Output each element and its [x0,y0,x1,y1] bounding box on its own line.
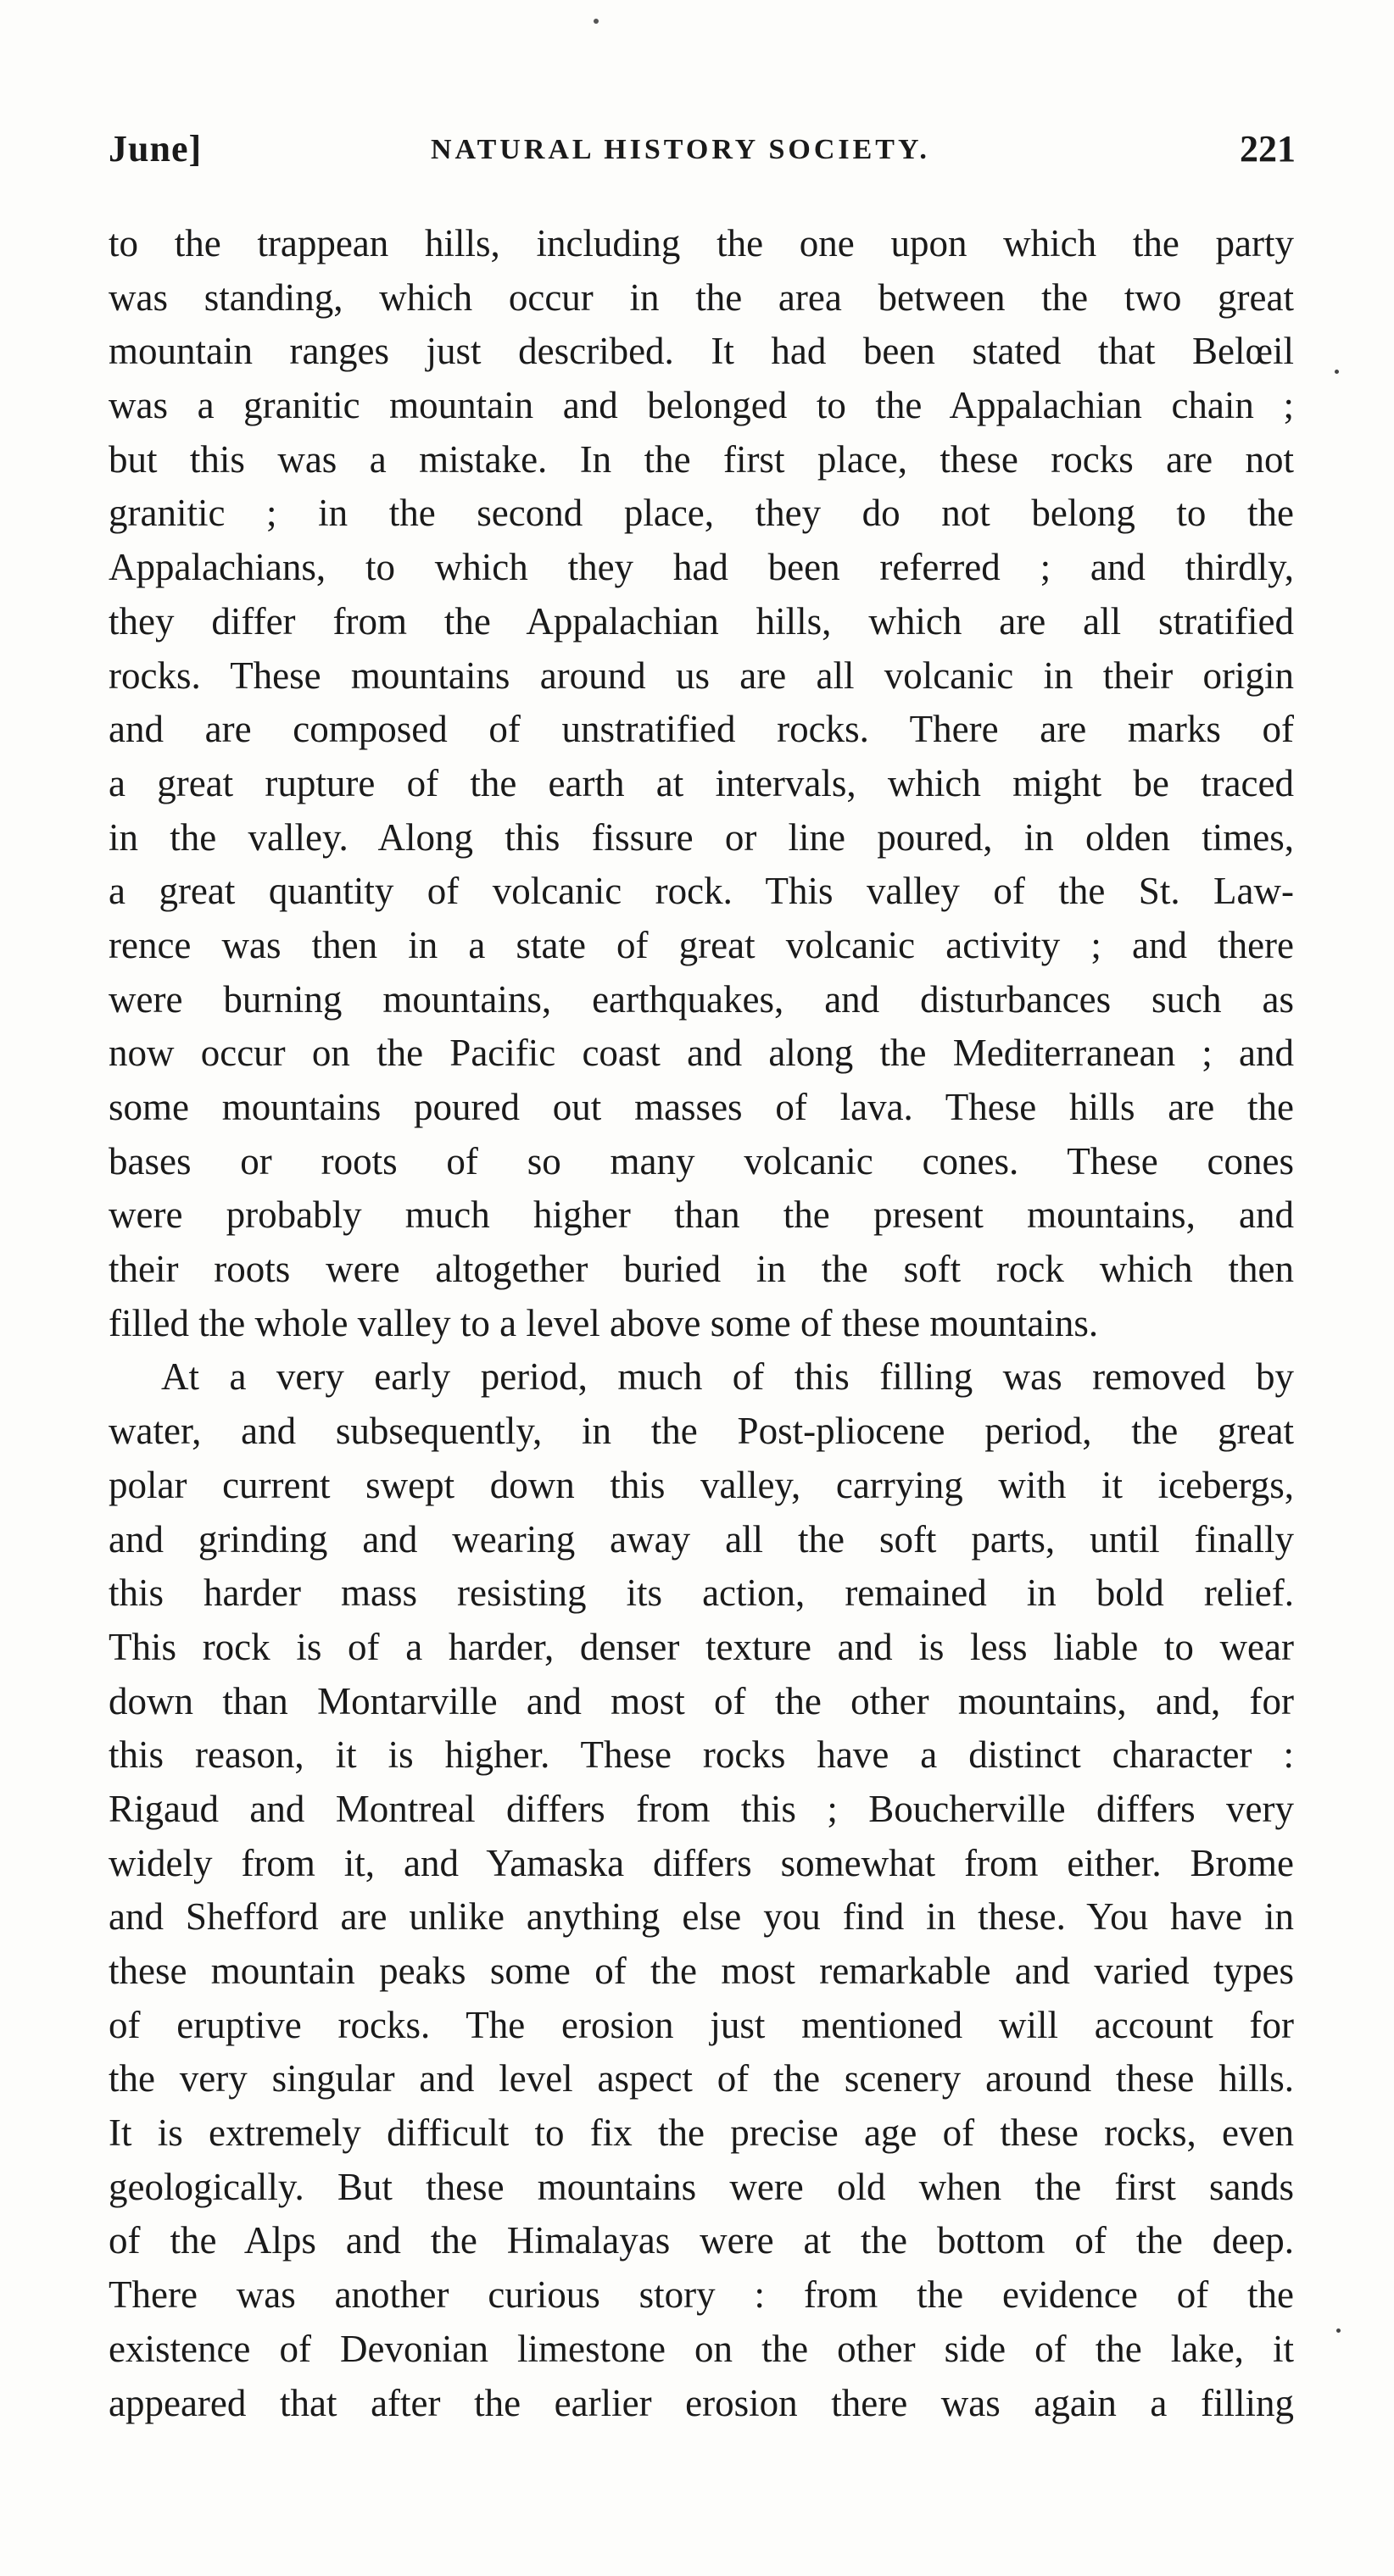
text-line: and are composed of unstratified rocks. There are marks of [109,708,1294,751]
text-line: their roots were altogether buried in the soft rock which then [109,1248,1294,1291]
text-line: geologically. But these mountains were old when the first sands [109,2165,1294,2208]
text-line: was a granitic mountain and belonged to the Appalachian chain ; [109,384,1294,427]
text-line: now occur on the Pacific coast and along the Mediterranean ; and [109,1032,1294,1075]
text-line: granitic ; in the second place, they do not belong to the [109,492,1294,535]
text-line: Appalachians, to which they had been referred ; and thirdly, [109,546,1294,589]
text-line: filled the whole valley to a level above some of these mountains. [109,1301,1099,1344]
margin-speck [1336,2328,1341,2333]
text-line: of the Alps and the Himalayas were at the bottom of the deep. [109,2219,1294,2262]
text-line: bases or roots of so many volcanic cones. These cones [109,1139,1294,1182]
text-line: in the valley. Along this fissure or line poured, in olden times, [109,815,1294,859]
text-line: rence was then in a state of great volcanic activity ; and there [109,923,1294,966]
text-line: polar current swept down this valley, carrying with it icebergs, [109,1463,1294,1506]
text-line: a great rupture of the earth at intervals, which might be traced [109,761,1294,804]
text-line: mountain ranges just described. It had been stated that Belœil [109,330,1294,373]
text-line: This rock is of a harder, denser texture and is less liable to wear [109,1625,1294,1668]
text-line: and grinding and wearing away all the soft parts, until finally [109,1517,1294,1561]
header-month: June] [109,128,203,170]
text-line: existence of Devonian limestone on the other side of the lake, it [109,2327,1294,2370]
page-number: 221 [1240,128,1296,170]
text-line: appeared that after the earlier erosion there was again a filling [109,2381,1294,2424]
text-line: were burning mountains, earthquakes, and disturbances such as [109,977,1294,1021]
text-line: but this was a mistake. In the first place, these rocks are not [109,437,1294,481]
text-line: down than Montarville and most of the other mountains, and, for [109,1679,1294,1722]
text-line: At a very early period, much of this filling was removed by [161,1355,1294,1399]
text-line: this harder mass resisting its action, remained in bold relief. [109,1572,1294,1615]
text-line: this reason, it is higher. These rocks have a distinct character : [109,1733,1294,1777]
text-line: some mountains poured out masses of lava. These hills are the [109,1086,1294,1128]
text-line: rocks. These mountains around us are all volcanic in their origin [109,654,1294,697]
text-line: and Shefford are unlike anything else you find in these. You have in [109,1895,1294,1939]
text-line: Rigaud and Montreal differs from this ; Boucherville differs very [109,1787,1294,1830]
body-text [109,217,1294,2430]
text-line: were probably much higher than the present mountains, and [109,1193,1294,1237]
margin-speck [1335,370,1339,374]
text-line: to the trappean hills, including the one upon which the party [109,222,1294,264]
running-header [109,127,1296,178]
text-line: water, and subsequently, in the Post-pliocene period, the great [109,1410,1294,1453]
text-line: It is extremely difficult to fix the precise age of these rocks, even [109,2111,1294,2155]
text-line: There was another curious story : from the evidence of the [109,2273,1294,2317]
text-line: these mountain peaks some of the most remarkable and varied types [109,1950,1294,1992]
text-line: the very singular and level aspect of the scenery around these hills. [109,2057,1294,2100]
text-line: was standing, which occur in the area between the two great [109,275,1294,319]
text-line: a great quantity of volcanic rock. This valley of the St. Law- [109,870,1294,913]
text-line: widely from it, and Yamaska differs somewhat from either. Brome [109,1841,1294,1884]
top-speck [594,19,599,24]
text-line: they differ from the Appalachian hills, which are all stratified [109,599,1294,643]
text-line: of eruptive rocks. The erosion just mentioned will account for [109,2003,1294,2046]
header-title: NATURAL HISTORY SOCIETY. [431,134,930,165]
